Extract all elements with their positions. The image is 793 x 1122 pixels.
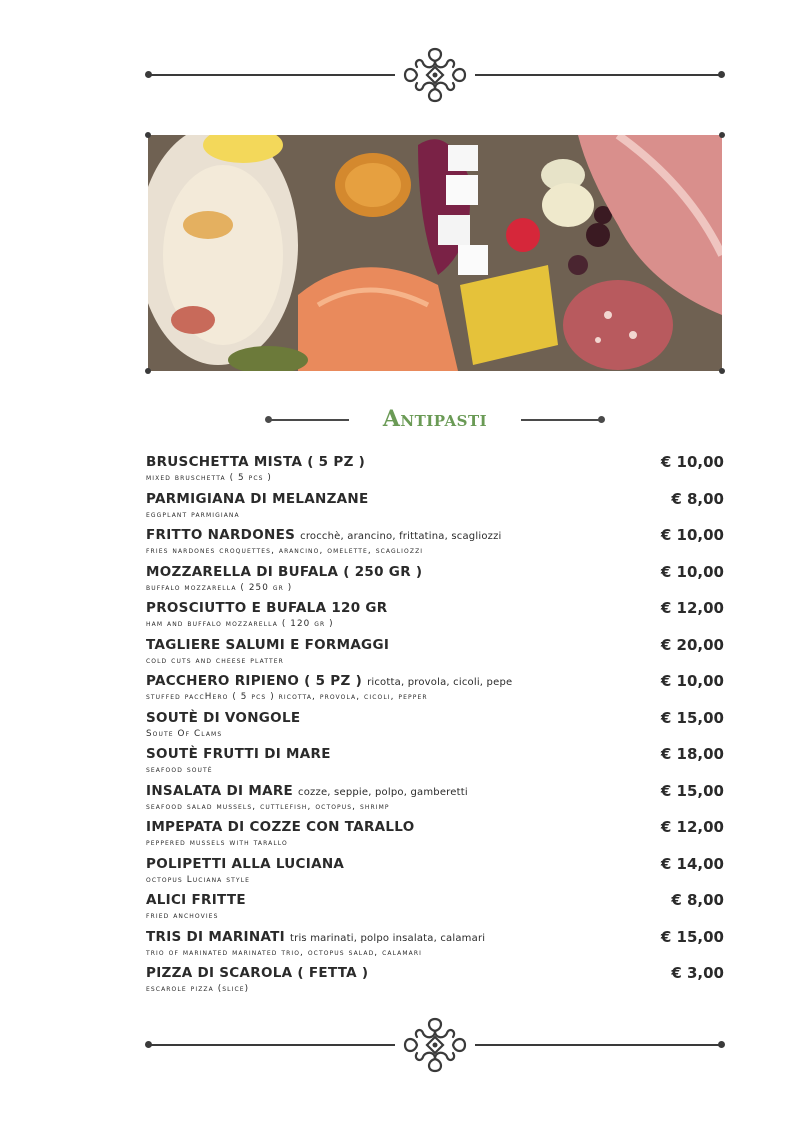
item-name: POLIPETTI ALLA LUCIANA [146, 855, 345, 872]
menu-item [146, 452, 726, 489]
item-price: € 8,00 [671, 891, 724, 909]
item-price: € 18,00 [660, 745, 724, 763]
menu-item [146, 963, 726, 1000]
item-name: INSALATA DI MARE [146, 782, 294, 799]
filigree-ornament-icon [399, 43, 471, 107]
item-translation: stuffed paccHero ( 5 pcs ) ricotta, provola, cicoli, pepper [146, 692, 428, 702]
menu-item [146, 854, 726, 891]
item-translation: escarole pizza (slice) [146, 984, 250, 994]
menu-item [146, 671, 726, 708]
bottom-divider [145, 1015, 725, 1075]
item-name-line [146, 783, 468, 799]
item-name: PARMIGIANA DI MELANZANE [146, 490, 369, 507]
item-name: TAGLIERE SALUMI E FORMAGGI [146, 636, 390, 653]
menu-item [146, 781, 726, 818]
item-price: € 15,00 [660, 708, 724, 727]
menu-item [146, 598, 726, 635]
item-name: ALICI FRITTE [146, 892, 246, 908]
frame-corner-dot [145, 132, 151, 138]
filigree-ornament-icon [399, 1013, 471, 1077]
item-name-line [146, 637, 389, 653]
item-price: € 10,00 [660, 453, 724, 471]
item-price: € 14,00 [660, 854, 724, 873]
item-name-line [146, 527, 502, 543]
frame-corner-dot [719, 368, 725, 374]
menu-item [146, 489, 726, 526]
item-name-line [146, 710, 300, 726]
top-divider [145, 45, 725, 105]
item-translation: eggplant parmigiana [146, 509, 240, 520]
item-name: PIZZA DI SCAROLA ( FETTA ) [146, 965, 369, 981]
item-price: € 12,00 [660, 818, 724, 836]
item-name-line [146, 491, 369, 507]
item-price: € 12,00 [660, 599, 724, 617]
item-name-line [146, 564, 422, 580]
item-name: PACCHERO RIPIENO ( 5 PZ ) [146, 673, 363, 689]
frame-corner-dot [719, 132, 725, 138]
item-translation: trio of marinated marinated trio, octopus salad, calamari [146, 947, 422, 958]
section-title-row [265, 402, 605, 436]
item-price: € 15,00 [660, 927, 724, 946]
item-price: € 20,00 [660, 635, 724, 654]
menu-item [146, 562, 726, 599]
item-name-line [146, 819, 414, 835]
menu-item [146, 817, 726, 854]
menu-item [146, 708, 726, 745]
frame-corner-dot [145, 368, 151, 374]
item-name-line [146, 454, 365, 470]
antipasti-platter-photo [148, 135, 722, 371]
menu-item [146, 744, 726, 781]
item-ingredients: crocchè, arancino, frittatina, scagliozzi [300, 531, 502, 542]
item-translation: fries nardones croquettes, arancino, omelette, scagliozzi [146, 546, 424, 556]
item-name-line [146, 673, 512, 689]
item-price: € 10,00 [660, 672, 724, 690]
divider-dot-right [718, 71, 725, 78]
item-name: FRITTO NARDONES [146, 527, 296, 543]
item-name: MOZZARELLA DI BUFALA ( 250 GR ) [146, 563, 423, 580]
item-name: PROSCIUTTO E BUFALA 120 GR [146, 600, 388, 616]
item-price: € 8,00 [671, 489, 724, 508]
item-ingredients: cozze, seppie, polpo, gamberetti [298, 786, 468, 798]
title-line-left [269, 419, 349, 421]
menu-item [146, 927, 726, 964]
item-name: SOUTÈ FRUTTI DI MARE [146, 746, 331, 762]
item-translation: cold cuts and cheese platter [146, 655, 284, 666]
menu-list [146, 452, 726, 1000]
title-line-right [521, 419, 601, 421]
item-ingredients: ricotta, provola, cicoli, pepe [367, 677, 513, 688]
item-name: IMPEPATA DI COZZE CON TARALLO [146, 819, 415, 835]
title-dot-right [598, 416, 605, 423]
menu-item [146, 890, 726, 927]
item-translation: ham and buffalo mozzarella ( 120 gr ) [146, 619, 334, 629]
divider-line-right [475, 1044, 723, 1046]
item-translation: octopus Luciana style [146, 874, 251, 885]
item-name-line [146, 965, 368, 981]
divider-dot-right [718, 1041, 725, 1048]
item-name-line [146, 600, 388, 616]
item-translation: mixed bruschetta ( 5 pcs ) [146, 473, 272, 483]
item-name-line [146, 892, 246, 908]
item-price: € 10,00 [660, 526, 724, 544]
item-translation: buffalo mozzarella ( 250 gr ) [146, 582, 293, 593]
item-translation: peppered mussels with tarallo [146, 838, 288, 848]
item-translation: seafood souté [146, 765, 213, 775]
divider-line-left [147, 74, 395, 76]
divider-line-left [147, 1044, 395, 1046]
item-price: € 10,00 [660, 562, 724, 581]
item-translation: seafood salad mussels, cuttlefish, octopus, shrimp [146, 801, 390, 812]
item-price: € 3,00 [671, 964, 724, 982]
item-ingredients: tris marinati, polpo insalata, calamari [290, 932, 486, 944]
item-translation: Soute Of Clams [146, 728, 223, 739]
item-price: € 15,00 [660, 781, 724, 800]
item-name-line [146, 856, 344, 872]
divider-line-right [475, 74, 723, 76]
item-translation: fried anchovies [146, 911, 219, 921]
menu-item [146, 635, 726, 672]
item-name-line [146, 746, 331, 762]
menu-item [146, 525, 726, 562]
item-name: BRUSCHETTA MISTA ( 5 PZ ) [146, 454, 366, 470]
item-name-line [146, 929, 485, 945]
section-title: Antipasti [382, 406, 488, 432]
item-name: TRIS DI MARINATI [146, 928, 286, 945]
item-name: SOUTÈ DI VONGOLE [146, 709, 301, 726]
